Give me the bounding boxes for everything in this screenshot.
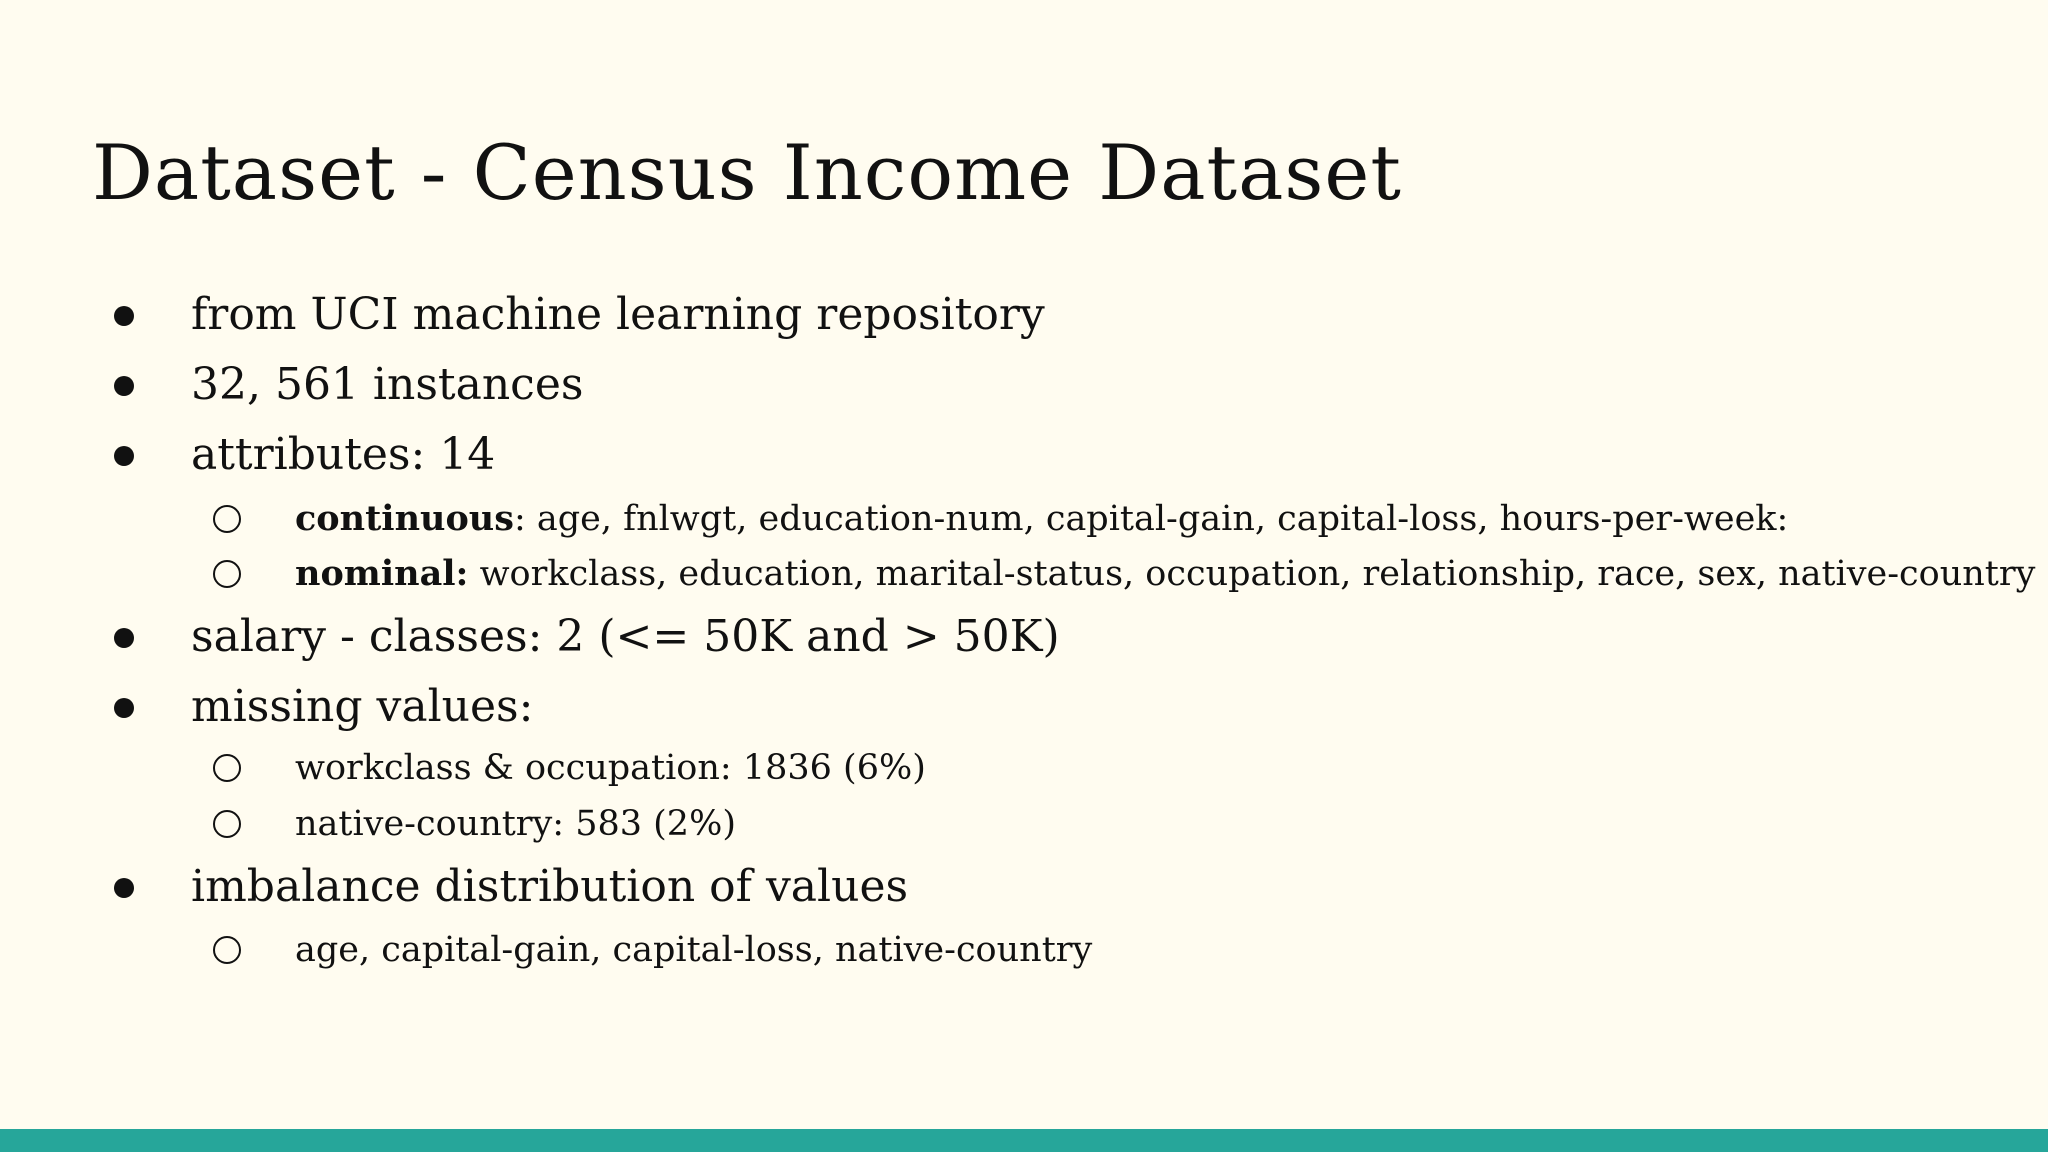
hollow-bullet-icon [213, 754, 241, 782]
bullet-text: from UCI machine learning repository [191, 289, 1045, 340]
sub-bullet-text: workclass & occupation: 1836 (6%) [295, 748, 926, 788]
bullet-text: salary - classes: 2 (<= 50K and > 50K) [191, 611, 1060, 662]
footer-accent-bar [0, 1129, 2048, 1152]
bullet-text: 32, 561 instances [191, 359, 584, 410]
hollow-bullet-icon [213, 810, 241, 838]
filled-bullet-icon [114, 878, 134, 898]
bullet-text: imbalance distribution of values [191, 861, 909, 912]
continuous-attributes: : age, fnlwgt, education-num, capital-gain, capital-loss, hours-per-week: [513, 499, 1789, 539]
bullet-text: missing values: [191, 681, 534, 732]
hollow-bullet-icon [213, 936, 241, 964]
hollow-bullet-icon [213, 560, 241, 588]
bullet-text: attributes: 14 [191, 429, 496, 480]
slide-title: Dataset - Census Income Dataset [92, 128, 1402, 217]
hollow-bullet-icon [213, 505, 241, 533]
filled-bullet-icon [114, 446, 134, 466]
nominal-attributes: workclass, education, marital-status, occupation, relationship, race, sex, native-country [468, 554, 2036, 594]
filled-bullet-icon [114, 306, 134, 326]
nominal-label: nominal: [295, 553, 469, 594]
sub-bullet-text: age, capital-gain, capital-loss, native-country [295, 930, 1093, 970]
sub-bullet-text [295, 494, 1788, 544]
continuous-label: continuous [295, 498, 514, 539]
filled-bullet-icon [114, 376, 134, 396]
filled-bullet-icon [114, 698, 134, 718]
sub-bullet-text: native-country: 583 (2%) [295, 804, 736, 844]
filled-bullet-icon [114, 628, 134, 648]
sub-bullet-text [295, 549, 2035, 599]
